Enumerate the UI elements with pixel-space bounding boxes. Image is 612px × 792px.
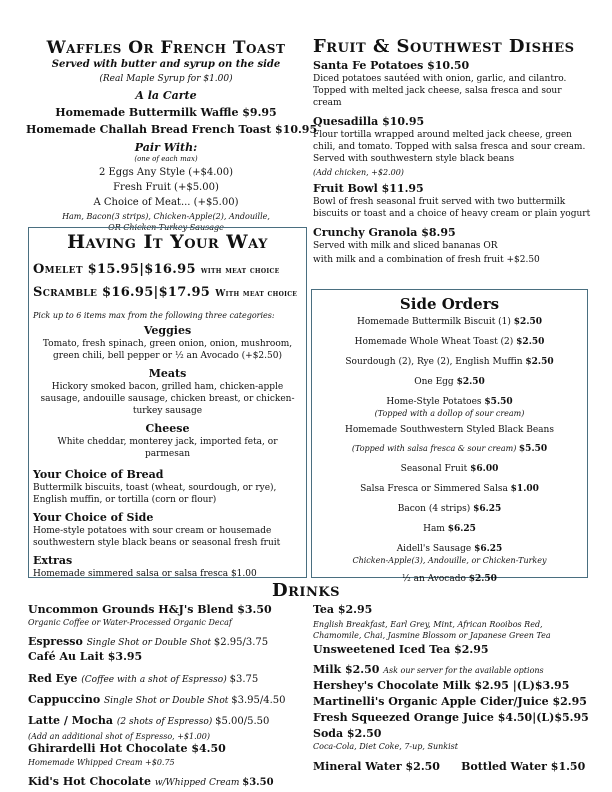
- side-item: [312, 543, 587, 555]
- side-item: [312, 463, 587, 475]
- cappuccino-item: [28, 688, 308, 707]
- kids-detail: w/Whipped Cream: [154, 778, 243, 788]
- martinelli-item: Martinelli's Organic Apple Cider/Juice $2.95: [313, 695, 587, 708]
- red-eye-item: [28, 667, 308, 686]
- blend-item: Uncommon Grounds H&J's Blend $3.50: [28, 603, 272, 616]
- side-item: [312, 316, 587, 328]
- pick-note: Pick up to 6 items max from the following three categories:: [33, 311, 275, 320]
- blend-note: Organic Coffee or Water-Processed Organic Decaf: [28, 618, 232, 627]
- veggies-heading: Veggies: [143, 324, 192, 337]
- santa-fe-desc: Diced potatoes sautéed with onion, garlic, and cilantro. Topped with melted jack cheese, salsa fresca and sour cream: [313, 74, 567, 108]
- beans-name: Homemade Southwestern Styled Black Beans: [345, 425, 554, 435]
- espresso-item: [28, 630, 308, 649]
- pair-item: Fresh Fruit (+$5.00): [113, 182, 219, 193]
- whipped-note: Homemade Whipped Cream +$0.75: [28, 758, 175, 767]
- soda-item: Soda $2.50: [313, 727, 382, 740]
- having-title: Having It Your Way: [67, 231, 268, 253]
- cappuccino-name: Cappuccino: [28, 693, 105, 706]
- side-item-name: Homemade Whole Wheat Toast (2): [354, 337, 517, 347]
- side-item-name: Sourdough (2), Rye (2), English Muffin: [345, 357, 526, 367]
- red-eye-detail: (Coffee with a shot of Espresso): [81, 675, 230, 685]
- drinks-title: Drinks: [271, 580, 341, 601]
- meats-text: Hickory smoked bacon, grilled ham, chicken-apple sausage, andouille sausage, chicken breast, or chicken-turkey sausage: [40, 382, 295, 416]
- side-item-price: $6.25: [473, 504, 502, 514]
- waffles-subtitle: Served with butter and syrup on the side: [51, 59, 281, 70]
- beans-note: (Topped with salsa fresca & sour cream): [351, 444, 519, 453]
- espresso-name: Espresso: [28, 635, 87, 648]
- beans-line: [312, 436, 587, 455]
- mineral-water-item: Mineral Water $2.50: [313, 760, 440, 773]
- hot-chocolate-item: Ghirardelli Hot Chocolate $4.50: [28, 742, 226, 755]
- potatoes-note: (Topped with a dollop of sour cream): [374, 409, 525, 418]
- iced-tea-item: Unsweetened Iced Tea $2.95: [313, 643, 489, 656]
- sausage-note: Chicken-Apple(3), Andouille, or Chicken-Turkey: [352, 556, 547, 565]
- side-item-price: $2.50: [516, 337, 545, 347]
- kids-price: $3.50: [242, 777, 274, 788]
- pair-item: A Choice of Meat... (+$5.00): [93, 197, 239, 208]
- milk-name: Milk $2.50: [313, 663, 384, 676]
- having-it-your-way-box: [28, 227, 307, 578]
- side-item: [312, 376, 587, 388]
- fruit-title: Fruit & Southwest Dishes: [313, 36, 575, 57]
- fruit-southwest-section: [313, 36, 591, 266]
- red-eye-price: $3.75: [229, 674, 259, 685]
- side-item-price: $6.00: [470, 464, 499, 474]
- extras-heading: Extras: [33, 554, 73, 567]
- milk-item: [313, 658, 593, 677]
- bread-heading: Your Choice of Bread: [33, 468, 164, 481]
- drinks-left-column: [28, 603, 308, 789]
- quesadilla-desc: Flour tortilla wrapped around melted jack cheese, green chili, and tomato. Topped with salsa fresca and sour cream. Served with southwestern style black beans: [313, 130, 586, 164]
- side-item-price: $2.50: [456, 377, 485, 387]
- quesadilla-name: Quesadilla $10.95: [313, 115, 425, 128]
- side-text: Home-style potatoes with sour cream or housemade southwestern style black beans or seasonal fresh fruit: [33, 526, 281, 548]
- red-eye-name: Red Eye: [28, 672, 82, 685]
- meat-options: OR Chicken-Turkey Sausage: [108, 223, 224, 232]
- pair-with-note: (one of each max): [134, 155, 198, 163]
- side-item: [312, 503, 587, 515]
- waffles-section: [26, 38, 318, 233]
- hersheys-item: Hershey's Chocolate Milk $2.95 |(L)$3.95: [313, 679, 570, 692]
- pair-item: 2 Eggs Any Style (+$4.00): [98, 167, 234, 178]
- water-line: [313, 755, 593, 774]
- meats-heading: Meats: [148, 367, 187, 380]
- granola-desc: with milk and a combination of fresh fruit +$2.50: [313, 255, 540, 265]
- fruit-bowl-desc: Bowl of fresh seasonal fruit served with two buttermilk biscuits or toast and a choice of heavy cream or plain yogurt: [313, 197, 591, 219]
- pair-with-heading: Pair With:: [134, 141, 198, 154]
- meat-options: Ham, Bacon(3 strips), Chicken-Apple(2), Andouille,: [62, 212, 270, 221]
- waffles-title: Waffles Or French Toast: [46, 38, 286, 58]
- espresso-detail: Single Shot or Double Shot: [86, 638, 214, 648]
- side-orders-box: [311, 289, 588, 584]
- latte-detail: (2 shots of Espresso): [116, 717, 216, 727]
- omelet-line: [33, 258, 302, 278]
- extras-text: Homemade simmered salsa or salsa fresca $1.00: [33, 569, 257, 579]
- cheese-text: White cheddar, monterey jack, imported feta, or parmesan: [57, 437, 278, 459]
- maple-syrup-note: (Real Maple Syrup for $1.00): [99, 74, 233, 84]
- side-item: [312, 483, 587, 495]
- side-item-name: Aidell's Sausage: [396, 544, 475, 554]
- granola-name: Crunchy Granola $8.95: [313, 226, 456, 239]
- side-orders-title: Side Orders: [399, 295, 500, 313]
- tea-item: Tea $2.95: [313, 603, 373, 616]
- side-item-name: Salsa Fresca or Simmered Salsa: [360, 484, 511, 494]
- cheese-heading: Cheese: [145, 422, 190, 435]
- drinks-right-column: [313, 603, 593, 774]
- side-heading: Your Choice of Side: [33, 511, 154, 524]
- scramble-suffix: With meat choice: [215, 289, 298, 299]
- espresso-add-note: (Add an additional shot of Espresso, +$1.00): [28, 732, 210, 741]
- side-item: [312, 356, 587, 368]
- bottled-water-item: Bottled Water $1.50: [461, 760, 586, 773]
- side-item-name: Home-Style Potatoes: [386, 397, 485, 407]
- waffle-item: Homemade Buttermilk Waffle $9.95: [55, 106, 277, 119]
- kids-hot-chocolate-item: [28, 770, 308, 789]
- beans-price: $5.50: [518, 444, 548, 454]
- side-item-name: ½ an Avocado: [402, 574, 469, 584]
- quesadilla-add: (Add chicken, +$2.00): [313, 168, 404, 177]
- cappuccino-price: $3.95/4.50: [231, 695, 286, 706]
- drinks-title-wrap: [0, 580, 612, 602]
- latte-item: [28, 709, 308, 728]
- side-item-price: $2.50: [513, 317, 542, 327]
- fruit-bowl-name: Fruit Bowl $11.95: [313, 182, 424, 195]
- side-item: [312, 523, 587, 535]
- omelet-price: Omelet $15.95|$16.95: [33, 262, 196, 277]
- a-la-carte-heading: A la Carte: [135, 89, 197, 102]
- side-item-price: $5.50: [484, 397, 513, 407]
- side-item-name: Homemade Buttermilk Biscuit (1): [357, 317, 514, 327]
- orange-juice-item: Fresh Squeezed Orange Juice $4.50|(L)$5.95: [313, 711, 589, 724]
- granola-desc: Served with milk and sliced bananas OR: [313, 241, 498, 251]
- milk-note: Ask our server for the available options: [383, 666, 544, 675]
- side-item: [312, 396, 587, 408]
- tea-note: English Breakfast, Earl Grey, Mint, African Rooibos Red, Chamomile, Chai, Jasmine Blossom or Japanese Green Tea: [313, 620, 551, 640]
- scramble-price: Scramble $16.95|$17.95: [33, 285, 211, 300]
- soda-note: Coca-Cola, Diet Coke, 7-up, Sunkist: [313, 742, 458, 751]
- french-toast-item: Homemade Challah Bread French Toast $10.95: [26, 123, 318, 136]
- omelet-suffix: with meat choice: [200, 266, 280, 276]
- side-item: [312, 336, 587, 348]
- side-item-name: Seasonal Fruit: [400, 464, 471, 474]
- espresso-price: $2.95/3.75: [213, 637, 269, 648]
- latte-price: $5.00/5.50: [215, 716, 270, 727]
- side-item-price: $6.25: [474, 544, 503, 554]
- side-item-price: $1.00: [510, 484, 539, 494]
- kids-name: Kid's Hot Chocolate: [28, 775, 155, 788]
- bread-text: Buttermilk biscuits, toast (wheat, sourdough, or rye), English muffin, or tortilla (corn or flour): [33, 483, 277, 505]
- side-item-name: Bacon (4 strips): [397, 504, 474, 514]
- side-item-price: $2.50: [468, 574, 497, 584]
- side-item-price: $2.50: [525, 357, 554, 367]
- side-item-price: $6.25: [447, 524, 476, 534]
- latte-name: Latte / Mocha: [28, 714, 117, 727]
- veggies-text: Tomato, fresh spinach, green onion, onion, mushroom, green chili, bell pepper or ½ an Avocado (+$2.50): [42, 339, 293, 361]
- cappuccino-detail: Single Shot or Double Shot: [104, 696, 232, 706]
- santa-fe-name: Santa Fe Potatoes $10.50: [313, 59, 470, 72]
- side-item-name: One Egg: [414, 377, 457, 387]
- side-item-name: Ham: [423, 524, 448, 534]
- scramble-line: [33, 281, 302, 301]
- cafe-au-lait-item: Café Au Lait $3.95: [28, 650, 143, 663]
